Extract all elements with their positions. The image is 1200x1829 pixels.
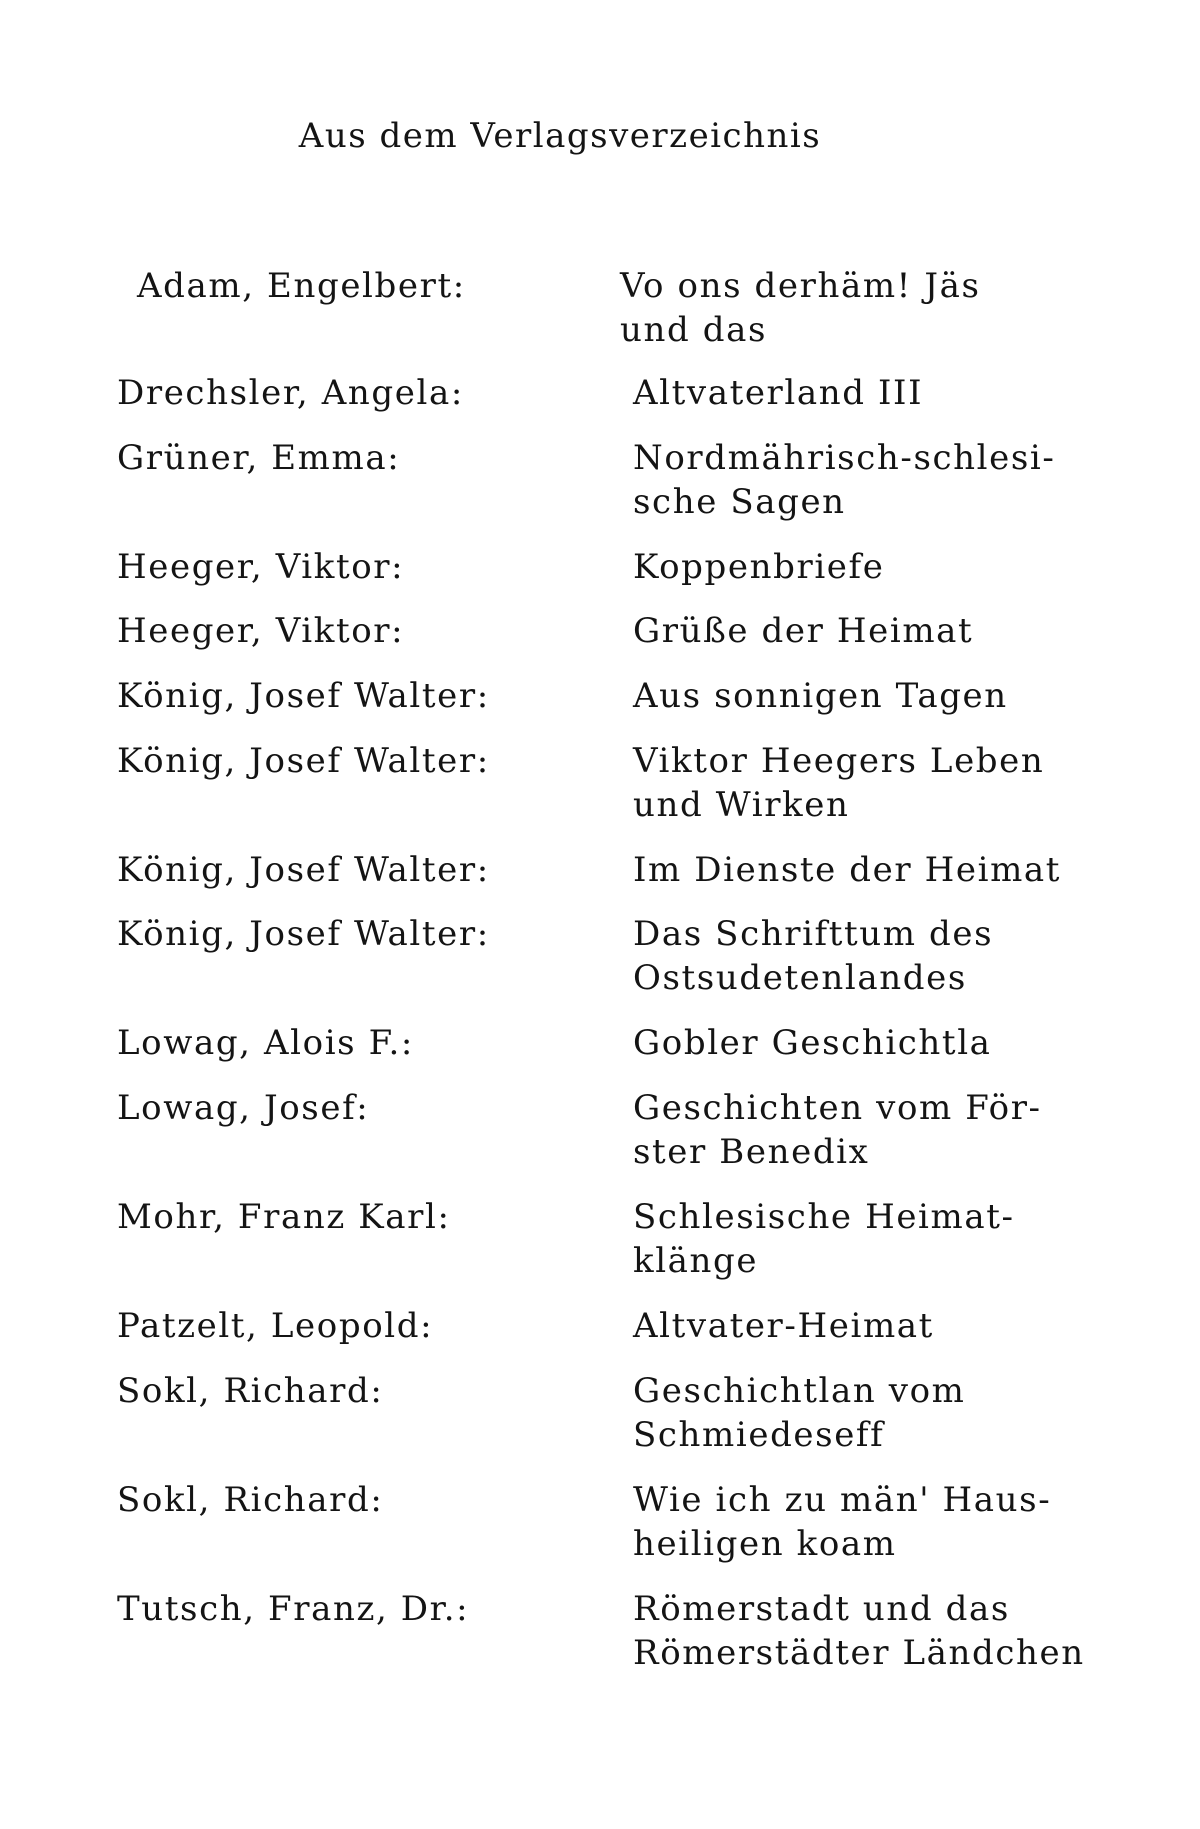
catalog-list	[0, 264, 1200, 1677]
catalog-entry	[0, 1086, 1200, 1195]
catalog-entry	[0, 545, 1200, 609]
entry-author: Sokl, Richard:	[117, 1371, 384, 1411]
entry-title: Römerstadt und das Römerstädter Ländchen	[633, 1589, 1085, 1673]
entry-author: König, Josef Walter:	[117, 914, 490, 954]
catalog-entry	[0, 674, 1200, 739]
entry-author: Heeger, Viktor:	[117, 611, 405, 651]
entry-title: Koppenbriefe	[633, 547, 885, 587]
entry-title: Altvaterland III	[633, 373, 924, 413]
catalog-entry	[0, 264, 1200, 371]
catalog-entry	[0, 371, 1200, 436]
entry-title: Altvater-Heimat	[633, 1306, 934, 1346]
entry-title: Aus sonnigen Tagen	[633, 676, 1008, 716]
catalog-entry	[0, 1369, 1200, 1478]
catalog-entry	[0, 1195, 1200, 1304]
entry-title: Grüße der Heimat	[633, 611, 974, 651]
catalog-entry	[0, 739, 1200, 848]
entry-author: Patzelt, Leopold:	[117, 1306, 434, 1346]
entry-author: König, Josef Walter:	[117, 741, 490, 781]
entry-author: Drechsler, Angela:	[117, 373, 464, 413]
entry-title: Geschichtlan vom Schmiedeseff	[633, 1371, 966, 1455]
entry-title: Vo ons derhäm! Jäs und das	[620, 266, 981, 350]
entry-title: Nordmährisch-schlesi- sche Sagen	[633, 438, 1056, 522]
catalog-entry	[0, 1587, 1200, 1677]
entry-title: Wie ich zu män' Haus- heiligen koam	[633, 1480, 1052, 1564]
entry-author: König, Josef Walter:	[117, 850, 490, 890]
catalog-entry	[0, 1021, 1200, 1086]
entry-author: Sokl, Richard:	[117, 1480, 384, 1520]
catalog-entry	[0, 1478, 1200, 1587]
entry-title: Schlesische Heimat- klänge	[633, 1197, 1015, 1281]
entry-title: Im Dienste der Heimat	[633, 850, 1062, 890]
entry-author: Adam, Engelbert:	[137, 266, 466, 306]
entry-title: Gobler Geschichtla	[633, 1023, 992, 1063]
catalog-entry	[0, 436, 1200, 545]
entry-author: Heeger, Viktor:	[117, 547, 405, 587]
entry-title: Geschichten vom För- ster Benedix	[633, 1088, 1042, 1172]
entry-author: Tutsch, Franz, Dr.:	[117, 1589, 470, 1629]
entry-author: Lowag, Alois F.:	[117, 1023, 414, 1063]
entry-author: Grüner, Emma:	[117, 438, 401, 478]
page-title: Aus dem Verlagsverzeichnis	[298, 116, 822, 156]
entry-author: König, Josef Walter:	[117, 676, 490, 716]
catalog-entry	[0, 848, 1200, 912]
entry-title: Viktor Heegers Leben und Wirken	[633, 741, 1045, 825]
entry-author: Lowag, Josef:	[117, 1088, 370, 1128]
catalog-entry	[0, 912, 1200, 1021]
catalog-entry	[0, 609, 1200, 674]
catalog-entry	[0, 1304, 1200, 1369]
entry-author: Mohr, Franz Karl:	[117, 1197, 451, 1237]
entry-title: Das Schrifttum des Ostsudetenlandes	[633, 914, 994, 998]
